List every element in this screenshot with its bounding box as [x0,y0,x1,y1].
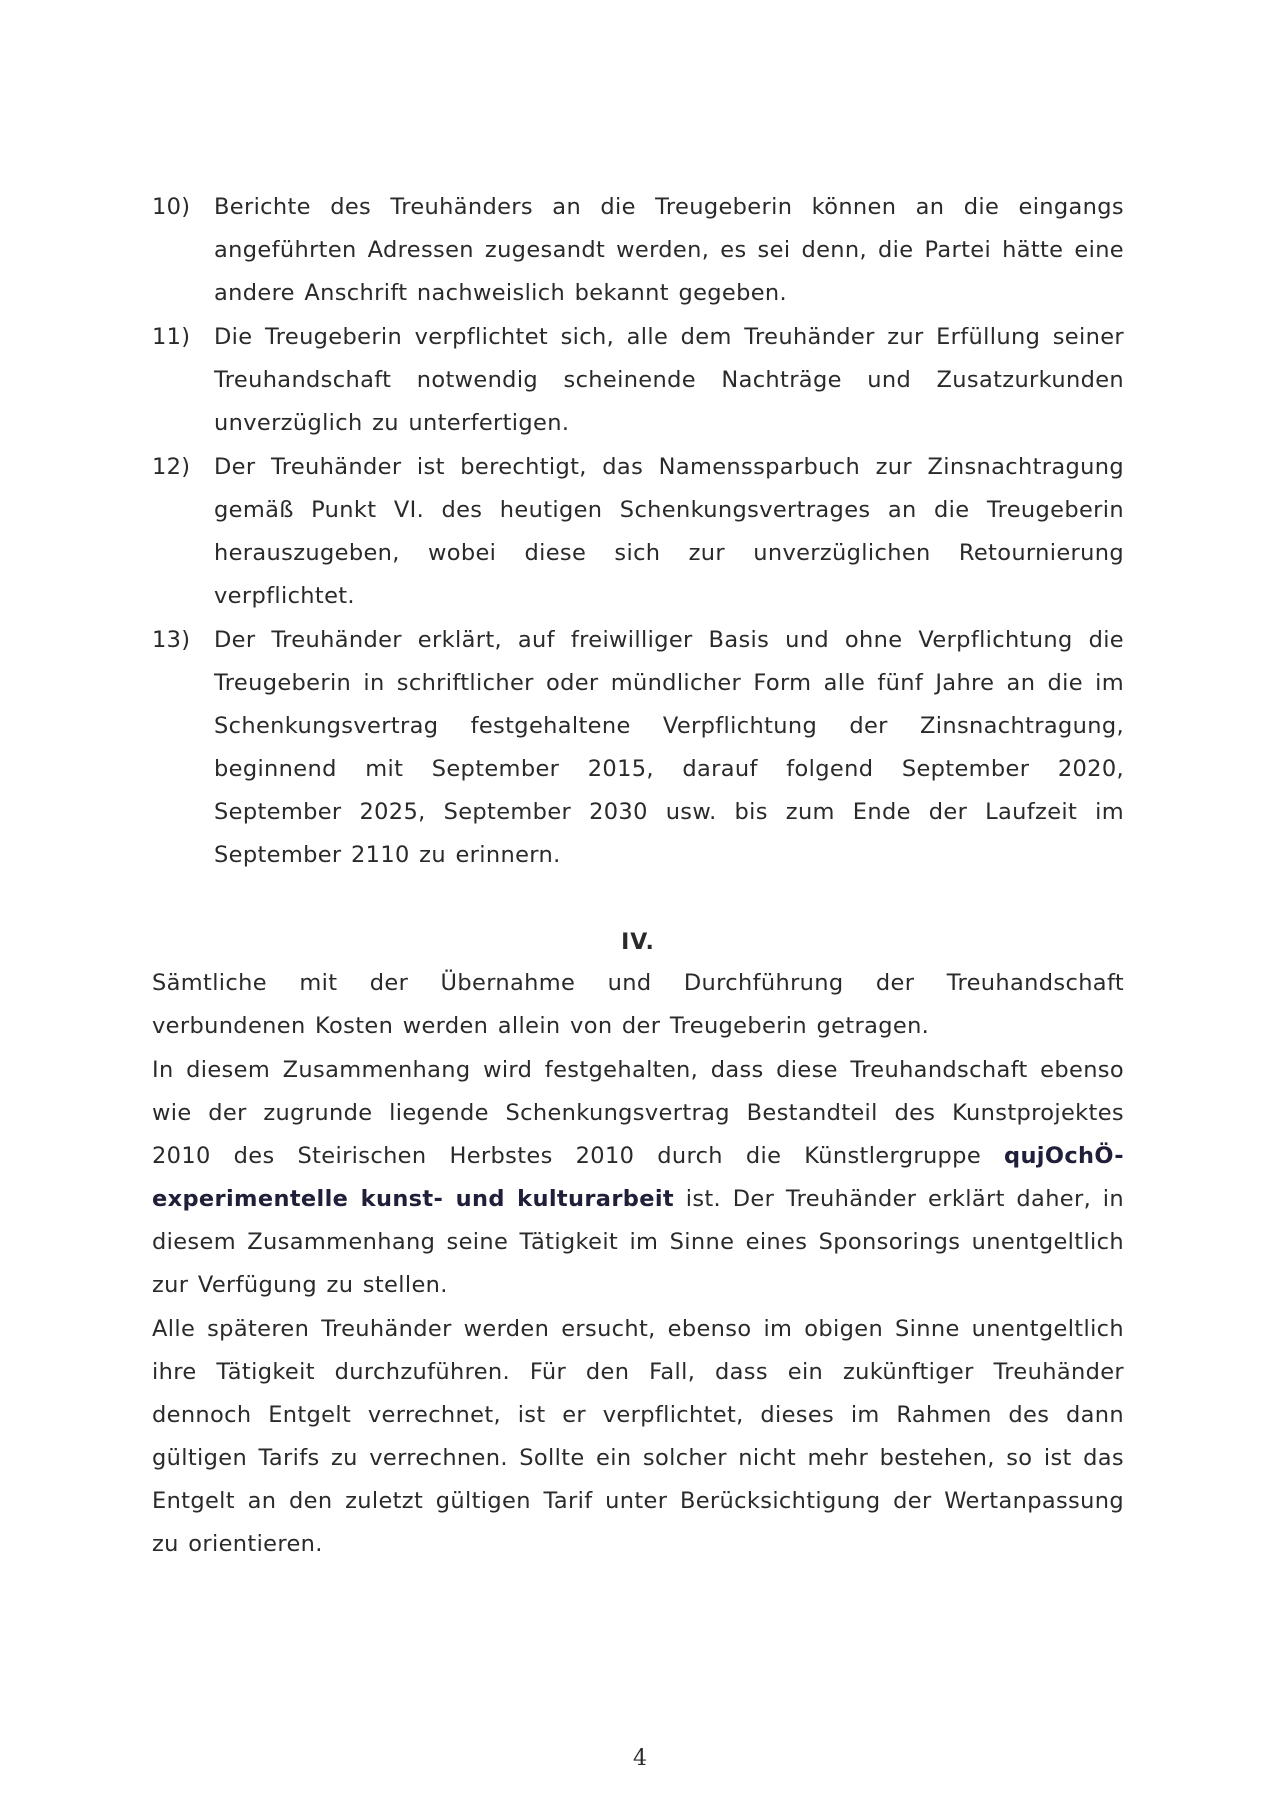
section-paragraph-costs: Sämtliche mit der Übernahme und Durchführung der Treuhandschaft verbundenen Kosten werden allein von der Treugeberin getragen. [152,970,1124,1039]
page-number: 4 [633,1746,647,1771]
clause-item-13 [152,619,1124,877]
section-body [152,962,1124,1567]
clause-number: 13) [152,627,191,653]
clause-item-10 [152,186,1124,315]
clause-number: 12) [152,454,191,480]
numbered-clause-list [152,186,1124,878]
section-paragraph-art-project [152,1049,1124,1307]
section-paragraph-future-trustees: Alle späteren Treuhänder werden ersucht, ebenso im obigen Sinne unentgeltlich ihre Tätigkeit durchzuführen. Für den Fall, dass ein zukünftiger Treuhänder dennoch Entgelt verrechnet, ist er verpflichtet, dieses im Rahmen des dann gültigen Tarifs zu verrechnen. Sollte ein solcher nicht mehr bestehen, so ist das Entgelt an den zuletzt gültigen Tarif unter Berücksichtigung der Wertanpassung zu orientieren. [152,1316,1124,1557]
clause-item-12 [152,446,1124,618]
clause-item-11 [152,316,1124,445]
section-heading: IV. [621,930,655,955]
clause-text: Der Treuhänder ist berechtigt, das Namenssparbuch zur Zinsnachtragung gemäß Punkt VI. des heutigen Schenkungsvertrages an die Treugeberin herauszugeben, wobei diese sich zur unverzüglichen Retournierung verpflichtet. [214,454,1124,609]
clause-text: Der Treuhänder erklärt, auf freiwilliger Basis und ohne Verpflichtung die Treugeberin in schriftlicher oder mündlicher Form alle fünf Jahre an die im Schenkungsvertrag festgehaltene Verpflichtung der Zinsnachtragung, beginnend mit September 2015, darauf folgend September 2020, September 2025, September 2030 usw. bis zum Ende der Laufzeit im September 2110 zu erinnern. [214,627,1124,868]
artist-group-name: qujOchÖ-experimentelle kunst- und kulturarbeit [152,1143,1124,1212]
clause-number: 11) [152,324,191,350]
paragraph-text-start: In diesem Zusammenhang wird festgehalten, dass diese Treuhandschaft ebenso wie der zugrunde liegende Schenkungsvertrag Bestandteil des Kunstprojektes 2010 des Steirischen Herbstes 2010 durch die Künstlergruppe [152,1057,1124,1169]
clause-number: 10) [152,194,191,220]
clause-text: Berichte des Treuhänders an die Treugeberin können an die eingangs angeführten Adressen zugesandt werden, es sei denn, die Partei hätte eine andere Anschrift nachweislich bekannt gegeben. [214,194,1124,306]
clause-text: Die Treugeberin verpflichtet sich, alle dem Treuhänder zur Erfüllung seiner Treuhandschaft notwendig scheinende Nachträge und Zusatzurkunden unverzüglich zu unterfertigen. [214,324,1124,436]
paragraph-text-end: ist. Der Treuhänder erklärt daher, in diesem Zusammenhang seine Tätigkeit im Sinne eines Sponsorings unentgeltlich zur Verfügung zu stellen. [152,1186,1124,1298]
